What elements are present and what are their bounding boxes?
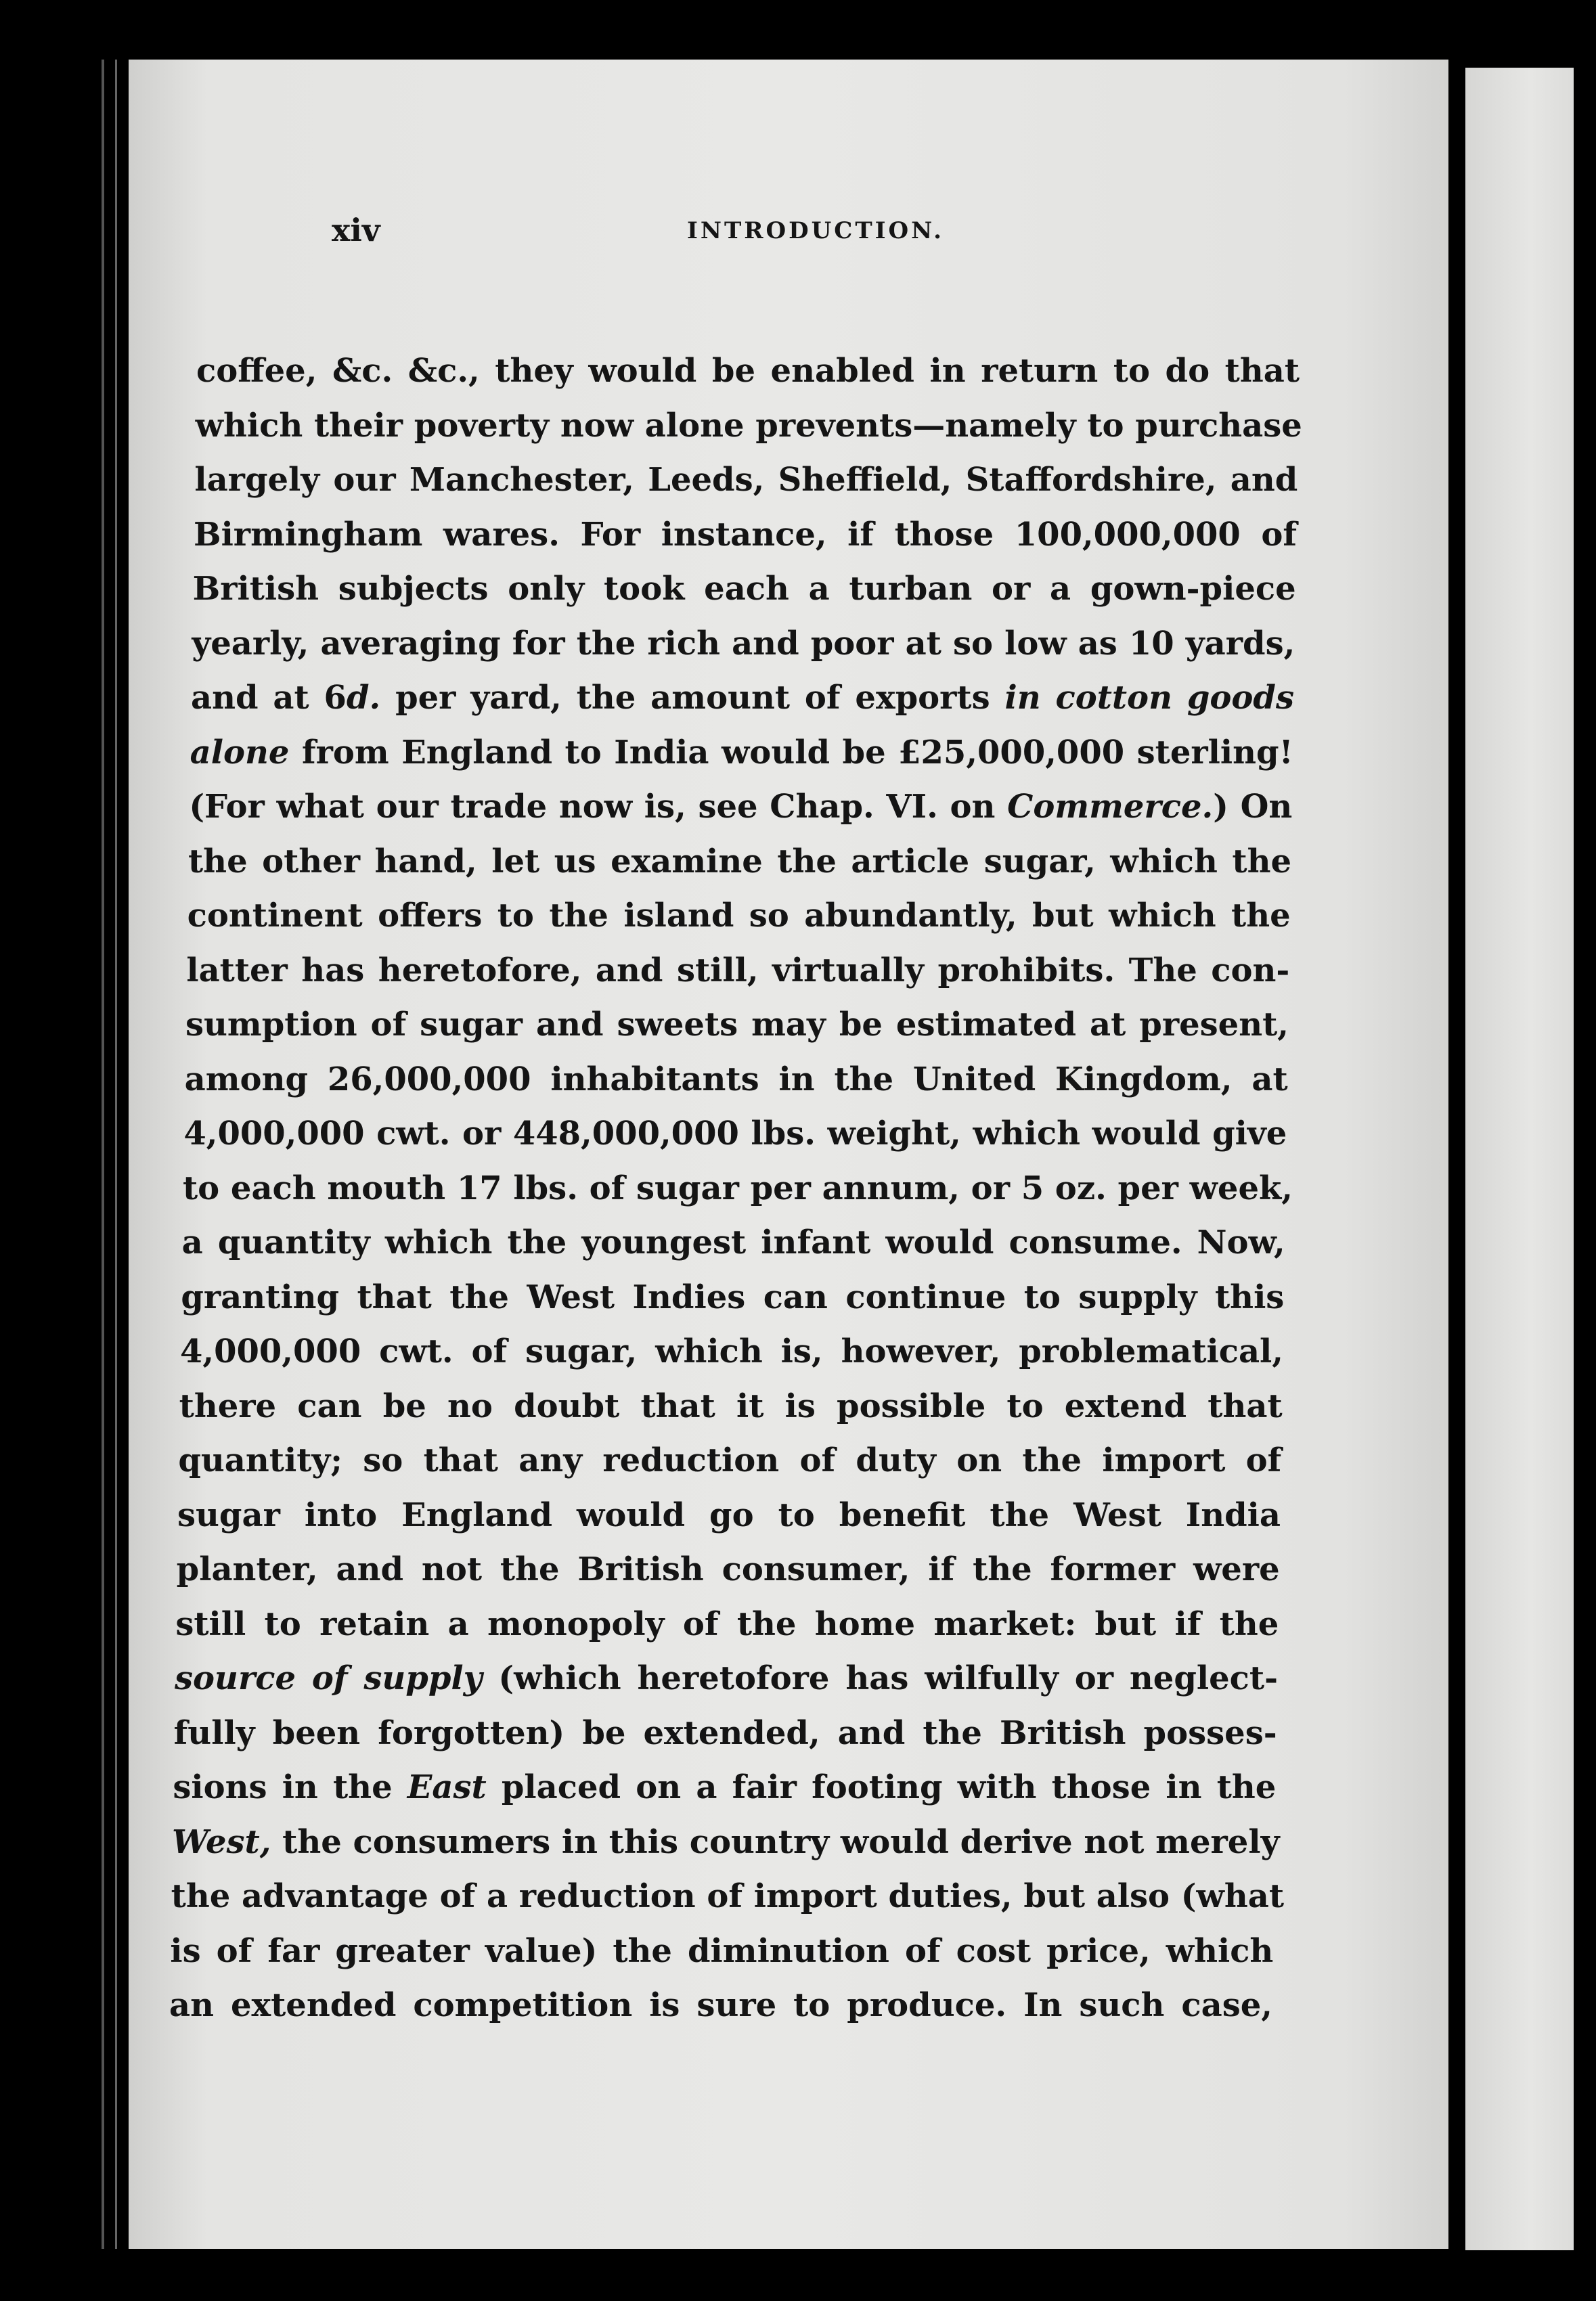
text-line: planter, and not the British consumer, if the former were	[176, 1550, 1280, 1588]
text-line: which their poverty now alone prevents—namely to purchase	[195, 406, 1302, 445]
text-line: sugar into England would go to benefit the West India	[177, 1496, 1281, 1534]
text-line: still to retain a monopoly of the home market: but if the	[175, 1605, 1279, 1643]
text-segment: ) On	[1213, 788, 1293, 826]
text-segment: sions in the	[173, 1768, 407, 1806]
text-line: 4,000,000 cwt. of sugar, which is, however, problematical,	[180, 1333, 1283, 1370]
text-line: sumption of sugar and sweets may be estimated at present,	[185, 1006, 1289, 1044]
text-segment: per yard, the amount of exports	[380, 679, 1005, 717]
text-line: there can be no doubt that it is possible to extend that	[179, 1387, 1283, 1425]
page-number: xiv	[332, 212, 380, 248]
italic-segment: alone	[190, 733, 290, 772]
italic-segment: source of supply	[175, 1659, 483, 1697]
book-page	[129, 60, 1448, 2249]
text-segment: and at 6	[191, 679, 347, 717]
text-line: continent offers to the island so abundantly, but which the	[187, 897, 1291, 935]
text-line	[189, 780, 1292, 834]
italic-segment: West,	[172, 1823, 271, 1861]
text-segment: (which heretofore has wilfully or neglect-	[482, 1659, 1278, 1697]
page-header	[129, 212, 1448, 266]
text-segment: from England to India would be £25,000,000 sterling!	[289, 733, 1293, 772]
text-line: granting that the West Indies can continue to supply this	[181, 1278, 1285, 1316]
text-line: coffee, &c. &c., they would be enabled in return to do that	[196, 352, 1300, 390]
text-segment: the consumers in this country would derive not merely	[271, 1823, 1280, 1861]
text-line: fully been forgotten) be extended, and the British posses-	[173, 1714, 1277, 1752]
text-line: the advantage of a reduction of import duties, but also (what	[171, 1877, 1284, 1915]
text-line: quantity; so that any reduction of duty on the import of	[178, 1442, 1282, 1479]
italic-segment: in cotton goods	[1004, 679, 1294, 717]
page-edge-inner-2	[115, 60, 117, 2249]
text-line: 4,000,000 cwt. or 448,000,000 lbs. weight, which would give	[183, 1115, 1287, 1153]
text-line	[191, 671, 1294, 725]
italic-segment: East	[407, 1768, 487, 1806]
text-line	[172, 1815, 1280, 1869]
text-line: yearly, averaging for the rich and poor at so low as 10 yards,	[192, 624, 1295, 663]
text-line	[173, 1760, 1276, 1814]
italic-segment: d.	[346, 679, 381, 717]
text-line	[175, 1651, 1278, 1705]
text-line: among 26,000,000 inhabitants in the United Kingdom, at	[184, 1060, 1288, 1098]
text-line: to each mouth 17 lbs. of sugar per annum, or 5 oz. per week,	[183, 1169, 1293, 1207]
facing-page-edge	[1465, 68, 1574, 2250]
text-line: largely our Manchester, Leeds, Sheffield, Staffordshire, and	[194, 461, 1298, 499]
italic-segment: Commerce.	[1007, 788, 1214, 826]
text-line: an extended competition is sure to produce. In such case,	[169, 1986, 1272, 2024]
running-head: INTRODUCTION.	[687, 217, 944, 244]
text-line: British subjects only took each a turban or a gown-piece	[192, 570, 1296, 608]
text-line: a quantity which the youngest infant would consume. Now,	[181, 1224, 1285, 1261]
text-line: latter has heretofore, and still, virtually prohibits. The con-	[186, 951, 1290, 989]
text-segment: (For what our trade now is, see Chap. VI. on	[189, 788, 1008, 826]
text-line: Birmingham wares. For instance, if those 100,000,000 of	[194, 515, 1297, 554]
text-line: is of far greater value) the diminution of cost price, which	[170, 1931, 1274, 1970]
text-line	[190, 725, 1293, 780]
text-line: the other hand, let us examine the article sugar, which the	[188, 842, 1291, 880]
text-segment: placed on a fair footing with those in the	[486, 1768, 1277, 1806]
page-edge-inner	[102, 60, 104, 2249]
